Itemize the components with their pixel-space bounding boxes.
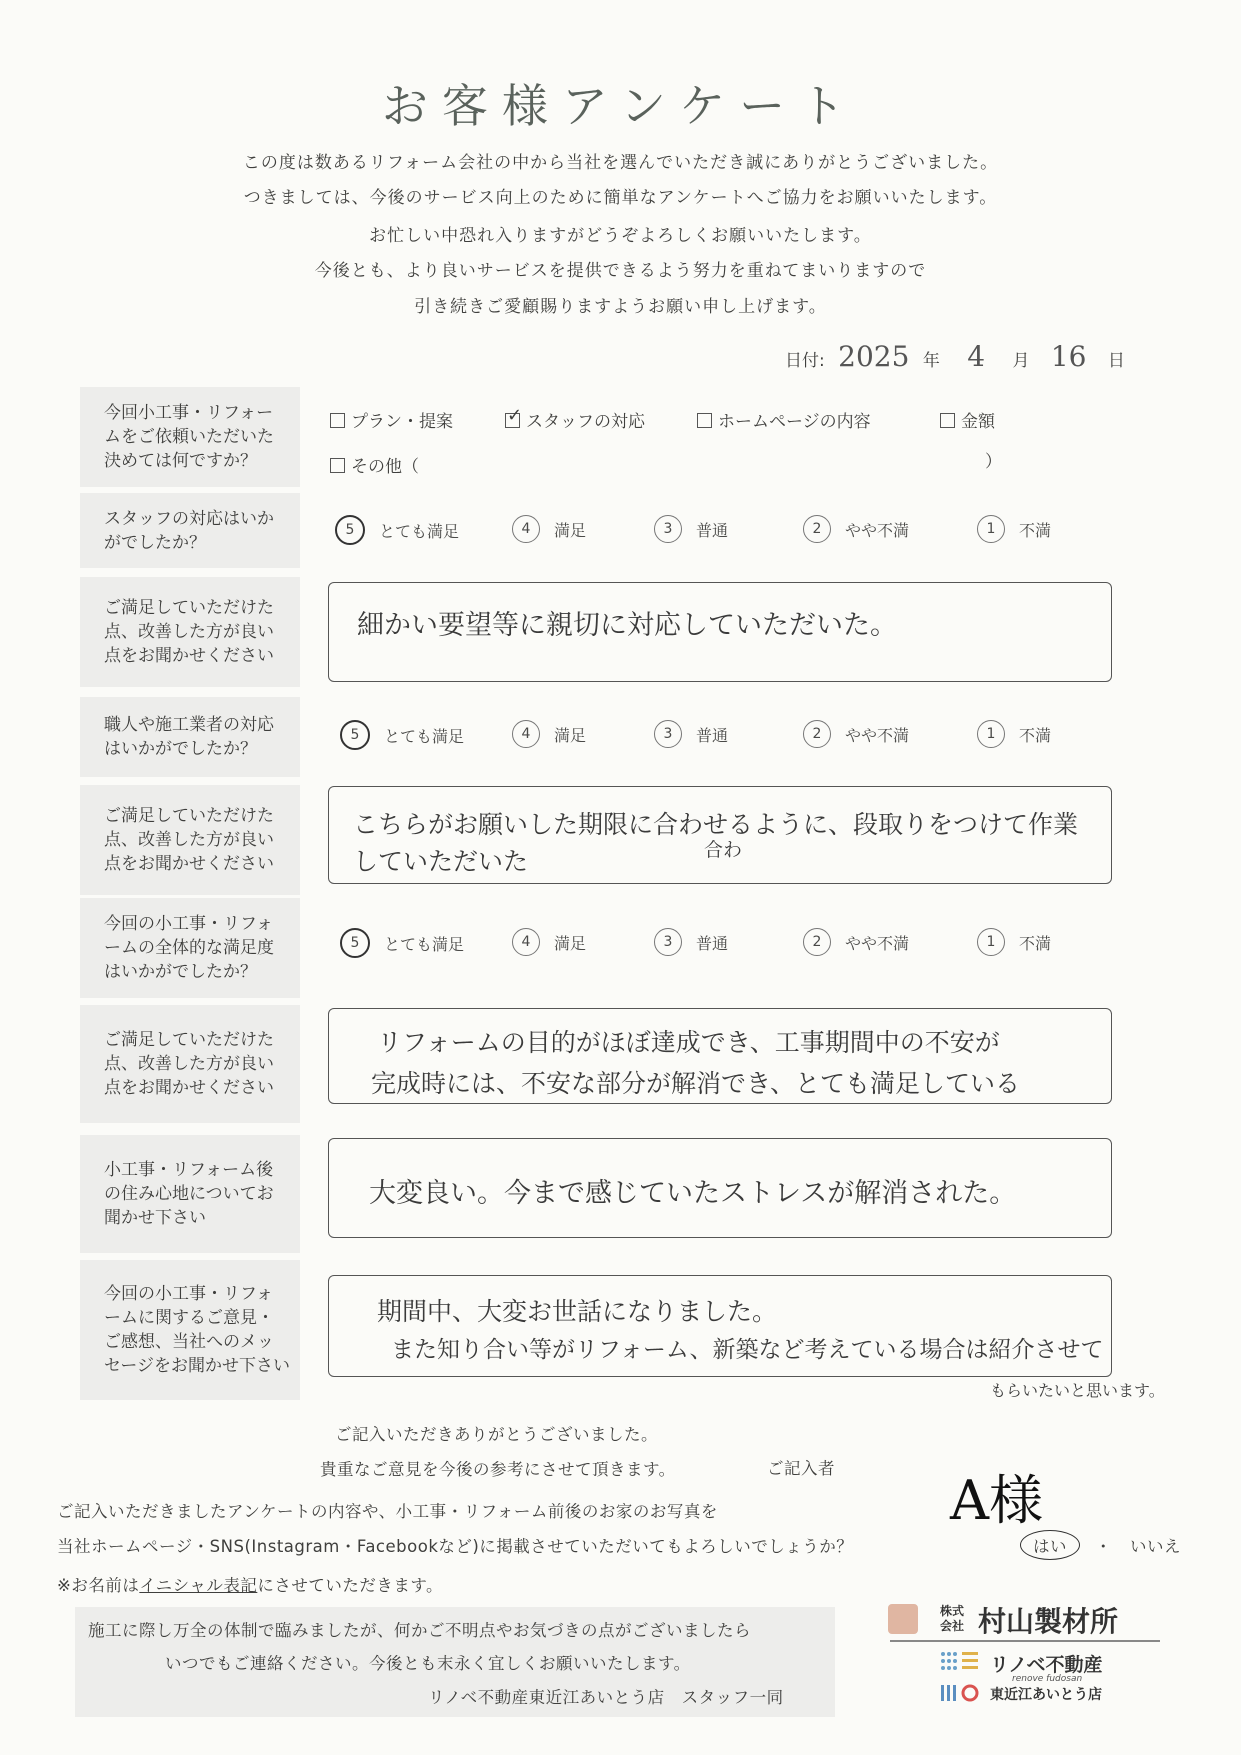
brand-name: リノベ不動産 xyxy=(990,1654,1103,1676)
q2-option-1[interactable]: 1 不満 xyxy=(977,515,1051,543)
q3-label: ご満足していただけた点、改善した方が良い点をお聞かせください xyxy=(80,577,300,687)
q7-answer-line-1: リフォームの目的がほぼ達成でき、工事期間中の不安が xyxy=(377,1028,1000,1057)
q6-option-1[interactable]: 1 不満 xyxy=(977,928,1051,956)
q4-option-4[interactable]: 4 満足 xyxy=(512,720,586,748)
survey-title: お客様アンケート xyxy=(381,79,860,133)
date-field xyxy=(785,340,1125,373)
checkbox-icon xyxy=(330,458,345,473)
thanks-line-1: ご記入いただきありがとうございました。 xyxy=(335,1425,658,1444)
date-year-unit: 年 xyxy=(922,351,940,371)
consent-line-2: 当社ホームページ・SNS(Instagram・Facebookなど)に掲載させていただいてもよろしいでしょうか？ xyxy=(57,1537,854,1556)
q5-answer-note: 合わ xyxy=(704,839,743,861)
q5-answer-box[interactable] xyxy=(328,786,1112,884)
closing-line-2: いつでもご連絡ください。今後とも末永く宜しくお願いいたします。 xyxy=(165,1654,691,1673)
q5-answer-line-1: こちらがお願いした期限に合わせるように、段取りをつけて作業 xyxy=(353,810,1079,839)
q8-label: 小工事・リフォーム後の住み心地についてお聞かせ下さい xyxy=(80,1135,300,1253)
q6-label: 今回の小工事・リフォームの全体的な満足度はいかがでしたか？ xyxy=(80,898,300,998)
intro-line-4: 今後とも、より良いサービスを提供できるよう努力を重ねてまいりますので xyxy=(314,261,927,281)
consent-line-1: ご記入いただきましたアンケートの内容や、小工事・リフォーム前後のお家のお写真を xyxy=(57,1502,718,1521)
q7-label: ご満足していただけた点、改善した方が良い点をお聞かせください xyxy=(80,1005,300,1123)
q1-option-price[interactable]: 金額 xyxy=(940,407,995,432)
q9-answer-box[interactable] xyxy=(328,1275,1112,1377)
q9-answer-line-3: もらいたいと思います。 xyxy=(990,1381,1165,1400)
q4-option-2[interactable]: 2 やや不満 xyxy=(803,720,909,748)
logo-divider xyxy=(890,1640,1160,1642)
date-month-unit: 月 xyxy=(1012,351,1030,371)
date-label: 日付: xyxy=(785,351,825,371)
q2-option-3[interactable]: 3 普通 xyxy=(654,515,728,543)
date-day-unit: 日 xyxy=(1107,351,1125,371)
thanks-line-2: 貴重なご意見を今後の参考にさせて頂きます。 xyxy=(320,1460,676,1479)
q6-option-4[interactable]: 4 満足 xyxy=(512,928,586,956)
checkbox-icon xyxy=(330,413,345,428)
q1-label: 今回小工事・リフォームをご依頼いただいた決めては何ですか？ xyxy=(80,387,300,487)
closing-line-1: 施工に際し万全の体制で臨みましたが、何かご不明点やお気づきの点がございましたら xyxy=(88,1621,751,1640)
q6-option-3[interactable]: 3 普通 xyxy=(654,928,728,956)
consent-no[interactable]: いいえ xyxy=(1130,1537,1181,1556)
q1-option-other[interactable]: その他（ xyxy=(330,452,419,477)
intro-line-1: この度は数あるリフォーム会社の中から当社を選んでいただき誠にありがとうございました。 xyxy=(242,153,999,173)
q7-answer-line-2: 完成時には、不安な部分が解消でき、とても満足している xyxy=(371,1069,1021,1098)
q4-rating xyxy=(0,720,1241,754)
checkbox-icon xyxy=(940,413,955,428)
q9-label: 今回の小工事・リフォームに関するご意見・ご感想、当社へのメッセージをお聞かせ下さい xyxy=(80,1260,300,1400)
consent-yes[interactable]: はい xyxy=(1020,1530,1080,1560)
company-name: 村山製材所 xyxy=(978,1605,1119,1638)
q5-label: ご満足していただけた点、改善した方が良い点をお聞かせください xyxy=(80,785,300,895)
q9-answer-line-1: 期間中、大変お世話になりました。 xyxy=(377,1297,778,1326)
company-prefix: 株式 会社 xyxy=(940,1604,965,1633)
store-logo-icon xyxy=(940,1683,984,1703)
q5-answer-line-2: していただいた xyxy=(353,847,529,876)
intro-line-3: お忙しい中恐れ入りますがどうぞよろしくお願いいたします。 xyxy=(369,226,872,246)
intro-line-2: つきましては、今後のサービス向上のために簡単なアンケートへご協力をお願いいたします。 xyxy=(243,188,998,208)
initial-note: ※お名前はイニシャル表記にさせていただきます。 xyxy=(57,1576,444,1595)
q6-option-5[interactable]: 5 とても満足 xyxy=(340,928,464,958)
closing-line-3: リノベ不動産東近江あいとう店 スタッフ一同 xyxy=(428,1688,784,1707)
q6-option-2[interactable]: 2 やや不満 xyxy=(803,928,909,956)
q2-label: スタッフの対応はいかがでしたか？ xyxy=(80,493,300,568)
q4-label: 職人や施工業者の対応はいかがでしたか？ xyxy=(80,697,300,777)
store-name: 東近江あいとう店 xyxy=(990,1687,1102,1703)
q3-answer-text: 細かい要望等に親切に対応していただいた。 xyxy=(357,610,897,641)
q1-option-staff[interactable]: ✓ スタッフの対応 xyxy=(507,405,645,432)
q9-answer-line-2: また知り合い等がリフォーム、新築など考えている場合は紹介させて xyxy=(391,1337,1104,1363)
q8-answer-text: 大変良い。今まで感じていたストレスが解消された。 xyxy=(369,1178,1017,1209)
q2-rating xyxy=(0,515,1241,549)
company-logo-icon xyxy=(888,1604,918,1634)
q8-answer-box[interactable] xyxy=(328,1138,1112,1238)
q1-option-plan[interactable]: プラン・提案 xyxy=(330,407,453,432)
renove-dots-icon xyxy=(940,1651,984,1676)
date-day[interactable]: 16 xyxy=(1050,340,1087,373)
checkbox-checked-icon: ✓ xyxy=(507,405,523,426)
q1-other-close: ） xyxy=(985,452,1002,472)
q7-answer-box[interactable] xyxy=(328,1008,1112,1104)
q4-option-1[interactable]: 1 不満 xyxy=(977,720,1051,748)
date-month[interactable]: 4 xyxy=(967,340,986,373)
q3-answer-box[interactable] xyxy=(328,582,1112,682)
q2-option-2[interactable]: 2 やや不満 xyxy=(803,515,909,543)
writer-name[interactable]: A様 xyxy=(950,1469,1043,1532)
q4-option-3[interactable]: 3 普通 xyxy=(654,720,728,748)
q6-rating xyxy=(0,928,1241,962)
checkbox-icon xyxy=(697,413,712,428)
date-year[interactable]: 2025 xyxy=(838,340,910,373)
intro-line-5: 引き続きご愛顧賜りますようお願い申し上げます。 xyxy=(414,297,827,317)
brand-sub: renove fudosan xyxy=(1012,1674,1083,1684)
consent-separator: ・ xyxy=(1095,1537,1112,1556)
q2-option-5[interactable]: 5 とても満足 xyxy=(335,515,459,545)
q2-option-4[interactable]: 4 満足 xyxy=(512,515,586,543)
writer-label: ご記入者 xyxy=(767,1459,835,1478)
q1-option-homepage[interactable]: ホームページの内容 xyxy=(697,407,871,432)
q4-option-5[interactable]: 5 とても満足 xyxy=(340,720,464,750)
